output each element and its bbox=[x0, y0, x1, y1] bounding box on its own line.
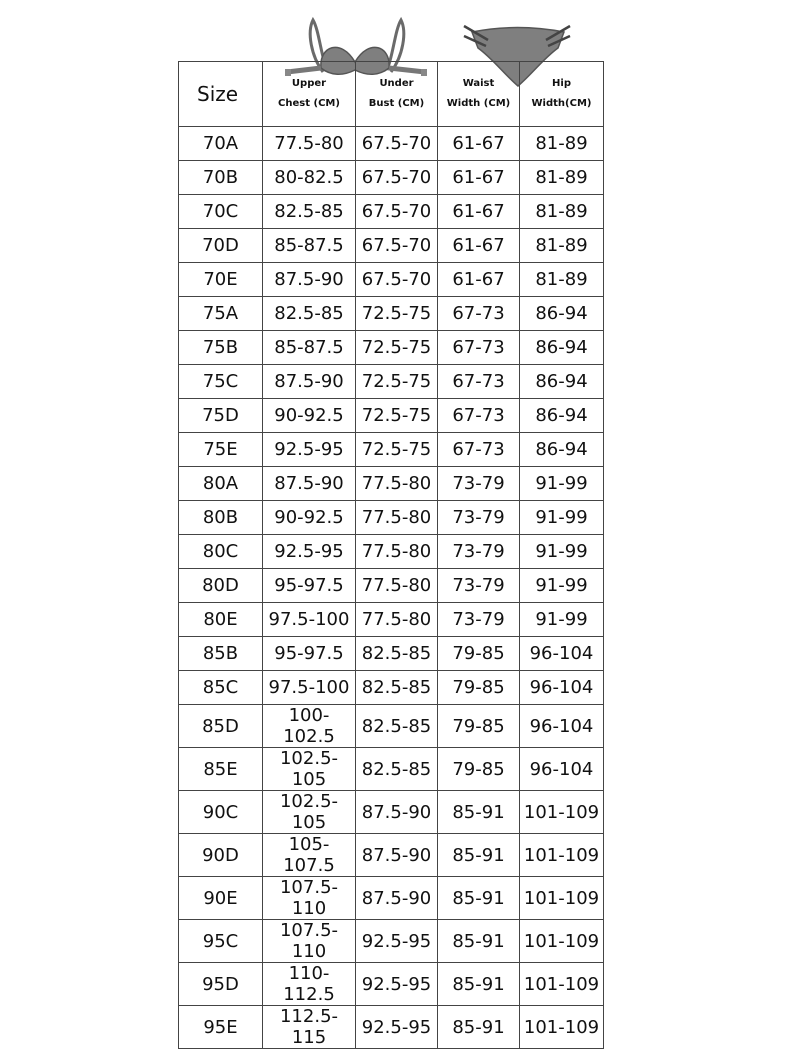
measurement-cell: 77.5-80 bbox=[356, 569, 438, 603]
measurement-cell: 87.5-90 bbox=[263, 263, 356, 297]
size-cell: 90C bbox=[179, 791, 263, 834]
size-cell: 85C bbox=[179, 671, 263, 705]
table-row bbox=[179, 748, 604, 791]
measurement-cell: 86-94 bbox=[520, 365, 604, 399]
size-cell: 70B bbox=[179, 161, 263, 195]
measurement-cell: 72.5-75 bbox=[356, 399, 438, 433]
size-cell: 75D bbox=[179, 399, 263, 433]
measurement-cell: 86-94 bbox=[520, 331, 604, 365]
table-row bbox=[179, 501, 604, 535]
measurement-cell: 81-89 bbox=[520, 195, 604, 229]
measurement-cell: 72.5-75 bbox=[356, 297, 438, 331]
header-line: Width (CM) bbox=[446, 98, 511, 109]
measurement-cell: 81-89 bbox=[520, 161, 604, 195]
measurement-cell: 67.5-70 bbox=[356, 229, 438, 263]
measurement-cell: 85-91 bbox=[438, 877, 520, 920]
upper-chest-header bbox=[263, 62, 356, 127]
size-chart-table bbox=[178, 61, 604, 1049]
table-row bbox=[179, 195, 604, 229]
measurement-cell: 87.5-90 bbox=[356, 791, 438, 834]
header-line: Chest (CM) bbox=[278, 98, 340, 109]
measurement-cell: 95-97.5 bbox=[263, 637, 356, 671]
size-cell: 80B bbox=[179, 501, 263, 535]
measurement-cell: 85-91 bbox=[438, 1006, 520, 1049]
measurement-cell: 90-92.5 bbox=[263, 399, 356, 433]
measurement-cell: 79-85 bbox=[438, 671, 520, 705]
table-row bbox=[179, 127, 604, 161]
measurement-cell: 82.5-85 bbox=[263, 195, 356, 229]
table-row bbox=[179, 603, 604, 637]
measurement-cell: 96-104 bbox=[520, 748, 604, 791]
measurement-cell: 82.5-85 bbox=[356, 705, 438, 748]
table-row bbox=[179, 834, 604, 877]
size-cell: 75C bbox=[179, 365, 263, 399]
measurement-cell: 102.5-105 bbox=[263, 791, 356, 834]
table-row bbox=[179, 365, 604, 399]
measurement-cell: 77.5-80 bbox=[356, 535, 438, 569]
size-cell: 70E bbox=[179, 263, 263, 297]
measurement-cell: 67.5-70 bbox=[356, 263, 438, 297]
measurement-cell: 79-85 bbox=[438, 748, 520, 791]
table-row bbox=[179, 877, 604, 920]
measurement-cell: 77.5-80 bbox=[356, 501, 438, 535]
table-row bbox=[179, 1006, 604, 1049]
measurement-cell: 95-97.5 bbox=[263, 569, 356, 603]
measurement-cell: 61-67 bbox=[438, 263, 520, 297]
measurement-cell: 67.5-70 bbox=[356, 161, 438, 195]
size-cell: 80E bbox=[179, 603, 263, 637]
table-row bbox=[179, 791, 604, 834]
size-cell: 70D bbox=[179, 229, 263, 263]
measurement-cell: 67.5-70 bbox=[356, 127, 438, 161]
measurement-cell: 91-99 bbox=[520, 535, 604, 569]
measurement-cell: 67-73 bbox=[438, 331, 520, 365]
measurement-cell: 61-67 bbox=[438, 161, 520, 195]
table-row bbox=[179, 433, 604, 467]
measurement-cell: 73-79 bbox=[438, 603, 520, 637]
measurement-cell: 101-109 bbox=[520, 877, 604, 920]
table-row bbox=[179, 569, 604, 603]
size-cell: 75A bbox=[179, 297, 263, 331]
size-cell: 95C bbox=[179, 920, 263, 963]
measurement-cell: 73-79 bbox=[438, 535, 520, 569]
size-cell: 75B bbox=[179, 331, 263, 365]
measurement-cell: 96-104 bbox=[520, 705, 604, 748]
measurement-cell: 87.5-90 bbox=[356, 877, 438, 920]
measurement-cell: 81-89 bbox=[520, 127, 604, 161]
table-row bbox=[179, 331, 604, 365]
measurement-cell: 90-92.5 bbox=[263, 501, 356, 535]
size-cell: 90D bbox=[179, 834, 263, 877]
measurement-cell: 87.5-90 bbox=[356, 834, 438, 877]
measurement-cell: 101-109 bbox=[520, 791, 604, 834]
measurement-cell: 91-99 bbox=[520, 569, 604, 603]
measurement-cell: 105-107.5 bbox=[263, 834, 356, 877]
table-row bbox=[179, 920, 604, 963]
table-row bbox=[179, 705, 604, 748]
measurement-cell: 86-94 bbox=[520, 399, 604, 433]
size-cell: 85B bbox=[179, 637, 263, 671]
header-row bbox=[179, 62, 604, 127]
measurement-cell: 61-67 bbox=[438, 127, 520, 161]
measurement-cell: 86-94 bbox=[520, 297, 604, 331]
measurement-cell: 73-79 bbox=[438, 501, 520, 535]
measurement-cell: 77.5-80 bbox=[356, 467, 438, 501]
header-line: Under bbox=[379, 78, 414, 89]
header-line: Upper bbox=[291, 78, 327, 89]
size-cell: 95D bbox=[179, 963, 263, 1006]
measurement-cell: 101-109 bbox=[520, 920, 604, 963]
measurement-cell: 92.5-95 bbox=[263, 535, 356, 569]
size-cell: 80A bbox=[179, 467, 263, 501]
table-row bbox=[179, 297, 604, 331]
measurement-cell: 81-89 bbox=[520, 263, 604, 297]
measurement-cell: 79-85 bbox=[438, 705, 520, 748]
measurement-cell: 100-102.5 bbox=[263, 705, 356, 748]
size-cell: 85E bbox=[179, 748, 263, 791]
size-cell: 70C bbox=[179, 195, 263, 229]
measurement-cell: 67-73 bbox=[438, 297, 520, 331]
header-line: Width(CM) bbox=[531, 98, 592, 109]
measurement-cell: 87.5-90 bbox=[263, 467, 356, 501]
measurement-cell: 85-87.5 bbox=[263, 229, 356, 263]
hip-width-header bbox=[520, 62, 604, 127]
under-bust-header bbox=[356, 62, 438, 127]
size-cell: 80D bbox=[179, 569, 263, 603]
measurement-cell: 97.5-100 bbox=[263, 603, 356, 637]
measurement-cell: 91-99 bbox=[520, 501, 604, 535]
measurement-cell: 72.5-75 bbox=[356, 433, 438, 467]
measurement-cell: 86-94 bbox=[520, 433, 604, 467]
measurement-cell: 82.5-85 bbox=[356, 637, 438, 671]
size-cell: 80C bbox=[179, 535, 263, 569]
measurement-cell: 85-91 bbox=[438, 963, 520, 1006]
table-row bbox=[179, 399, 604, 433]
table-row bbox=[179, 263, 604, 297]
measurement-cell: 87.5-90 bbox=[263, 365, 356, 399]
measurement-cell: 85-91 bbox=[438, 920, 520, 963]
measurement-cell: 110-112.5 bbox=[263, 963, 356, 1006]
measurement-cell: 112.5-115 bbox=[263, 1006, 356, 1049]
table-row bbox=[179, 637, 604, 671]
table-row bbox=[179, 535, 604, 569]
measurement-cell: 81-89 bbox=[520, 229, 604, 263]
table-row bbox=[179, 229, 604, 263]
measurement-cell: 80-82.5 bbox=[263, 161, 356, 195]
measurement-cell: 72.5-75 bbox=[356, 331, 438, 365]
measurement-cell: 92.5-95 bbox=[356, 963, 438, 1006]
measurement-cell: 67.5-70 bbox=[356, 195, 438, 229]
measurement-cell: 77.5-80 bbox=[263, 127, 356, 161]
measurement-cell: 91-99 bbox=[520, 467, 604, 501]
size-cell: 70A bbox=[179, 127, 263, 161]
measurement-cell: 101-109 bbox=[520, 834, 604, 877]
size-cell: 85D bbox=[179, 705, 263, 748]
header-line: Bust (CM) bbox=[368, 98, 425, 109]
measurement-cell: 67-73 bbox=[438, 365, 520, 399]
measurement-cell: 73-79 bbox=[438, 467, 520, 501]
size-table-body bbox=[179, 127, 604, 1049]
header-line: Waist bbox=[462, 78, 495, 89]
measurement-cell: 85-91 bbox=[438, 834, 520, 877]
measurement-cell: 61-67 bbox=[438, 229, 520, 263]
size-cell: 90E bbox=[179, 877, 263, 920]
measurement-cell: 96-104 bbox=[520, 671, 604, 705]
measurement-cell: 107.5-110 bbox=[263, 877, 356, 920]
table-row bbox=[179, 963, 604, 1006]
size-cell: 75E bbox=[179, 433, 263, 467]
measurement-cell: 101-109 bbox=[520, 963, 604, 1006]
measurement-cell: 61-67 bbox=[438, 195, 520, 229]
measurement-cell: 73-79 bbox=[438, 569, 520, 603]
measurement-cell: 92.5-95 bbox=[356, 1006, 438, 1049]
measurement-cell: 72.5-75 bbox=[356, 365, 438, 399]
measurement-cell: 82.5-85 bbox=[356, 748, 438, 791]
measurement-cell: 107.5-110 bbox=[263, 920, 356, 963]
measurement-cell: 79-85 bbox=[438, 637, 520, 671]
measurement-cell: 67-73 bbox=[438, 399, 520, 433]
measurement-cell: 91-99 bbox=[520, 603, 604, 637]
measurement-cell: 82.5-85 bbox=[356, 671, 438, 705]
table-row bbox=[179, 161, 604, 195]
waist-width-header bbox=[438, 62, 520, 127]
measurement-cell: 85-87.5 bbox=[263, 331, 356, 365]
measurement-cell: 85-91 bbox=[438, 791, 520, 834]
measurement-cell: 96-104 bbox=[520, 637, 604, 671]
table-row bbox=[179, 467, 604, 501]
measurement-cell: 97.5-100 bbox=[263, 671, 356, 705]
size-cell: 95E bbox=[179, 1006, 263, 1049]
header-line: Hip bbox=[552, 78, 571, 89]
measurement-cell: 92.5-95 bbox=[263, 433, 356, 467]
measurement-cell: 82.5-85 bbox=[263, 297, 356, 331]
measurement-cell: 101-109 bbox=[520, 1006, 604, 1049]
measurement-cell: 102.5-105 bbox=[263, 748, 356, 791]
table-row bbox=[179, 671, 604, 705]
measurement-cell: 77.5-80 bbox=[356, 603, 438, 637]
size-column-header: Size bbox=[179, 62, 263, 127]
measurement-cell: 92.5-95 bbox=[356, 920, 438, 963]
measurement-cell: 67-73 bbox=[438, 433, 520, 467]
